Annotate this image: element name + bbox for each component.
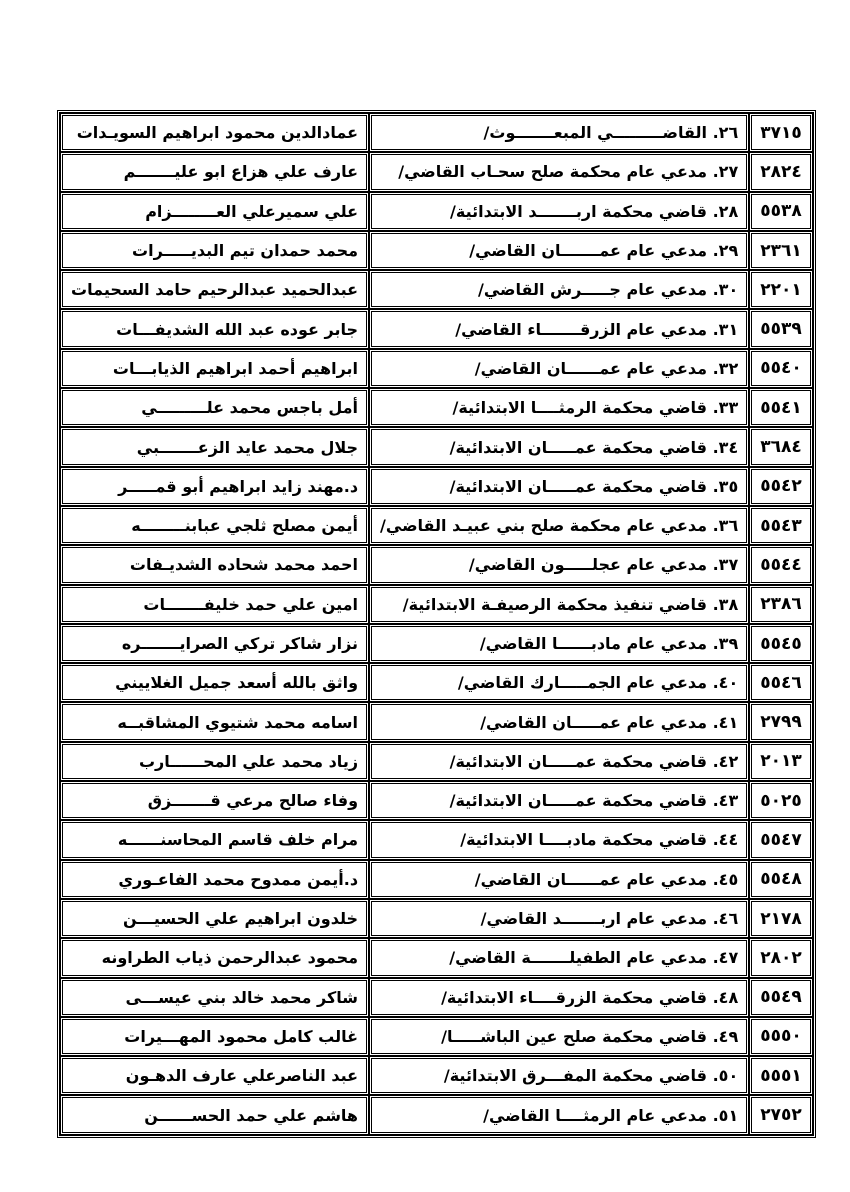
position-cell: ٥١. مدعي عام الرمثــــا القاضي/ xyxy=(369,1095,749,1134)
name-cell: عبدالحميد عبدالرحيم حامد السحيمات xyxy=(60,270,369,309)
position-cell: ٣٢. مدعي عام عمــــــان القاضي/ xyxy=(369,349,749,388)
name-cell: احمد محمد شحاده الشديـفات xyxy=(60,545,369,584)
table-row xyxy=(60,585,813,624)
name-cell: د.مهند زايد ابراهيم أبو قمـــــر xyxy=(60,467,369,506)
name-cell: مرام خلف قاسم المحاسنــــــه xyxy=(60,820,369,859)
record-number: ٢٨٠٢ xyxy=(749,938,813,977)
table-row xyxy=(60,1056,813,1095)
record-number: ٥٥٤٩ xyxy=(749,978,813,1017)
record-number: ٥٥٤٦ xyxy=(749,663,813,702)
table-row xyxy=(60,467,813,506)
position-cell: ٢٧. مدعي عام محكمة صلح سحـاب القاضي/ xyxy=(369,152,749,191)
record-number: ٥٥٤٥ xyxy=(749,624,813,663)
position-cell: ٤٢. قاضي محكمة عمـــــان الابتدائية/ xyxy=(369,742,749,781)
record-number: ٥٥٤٤ xyxy=(749,545,813,584)
table-row xyxy=(60,663,813,702)
record-number: ٥٠٢٥ xyxy=(749,781,813,820)
name-cell: زياد محمد علي المحــــــارب xyxy=(60,742,369,781)
record-number: ٢٨٢٤ xyxy=(749,152,813,191)
record-number: ٥٥٤٢ xyxy=(749,467,813,506)
position-cell: ٤٨. قاضي محكمة الزرقــــاء الابتدائية/ xyxy=(369,978,749,1017)
name-cell: غالب كامل محمود المهـــيرات xyxy=(60,1017,369,1056)
record-number: ٣٦٨٤ xyxy=(749,427,813,466)
name-cell: أيمن مصلح ثلجي عبابنــــــــه xyxy=(60,506,369,545)
position-cell: ٣٩. مدعي عام مادبــــــا القاضي/ xyxy=(369,624,749,663)
position-cell: ٣٦. مدعي عام محكمة صلح بني عبيـد القاضي/ xyxy=(369,506,749,545)
table-row xyxy=(60,388,813,427)
record-number: ٥٥٤٨ xyxy=(749,860,813,899)
name-cell: نزار شاكر تركي الصرايـــــــره xyxy=(60,624,369,663)
table-row xyxy=(60,820,813,859)
name-cell: عبد الناصرعلي عارف الدهـون xyxy=(60,1056,369,1095)
judges-table xyxy=(57,110,816,1138)
table-row xyxy=(60,742,813,781)
name-cell: علي سميرعلي العــــــــزام xyxy=(60,192,369,231)
name-cell: عارف علي هزاع ابو عليـــــــم xyxy=(60,152,369,191)
position-cell: ٤١. مدعي عام عمـــــان القاضي/ xyxy=(369,702,749,741)
position-cell: ٥٠. قاضي محكمة المفـــرق الابتدائية/ xyxy=(369,1056,749,1095)
name-cell: أمل باجس محمد علـــــــــي xyxy=(60,388,369,427)
position-cell: ٢٩. مدعي عام عمـــــــان القاضي/ xyxy=(369,231,749,270)
record-number: ٢٣٦١ xyxy=(749,231,813,270)
name-cell: واثق بالله أسعد جميل الغلاييني xyxy=(60,663,369,702)
position-cell: ٤٧. مدعي عام الطفيلـــــــة القاضي/ xyxy=(369,938,749,977)
record-number: ٥٥٤٠ xyxy=(749,349,813,388)
position-cell: ٣٨. قاضي تنفيذ محكمة الرصيفـة الابتدائية/ xyxy=(369,585,749,624)
table-row xyxy=(60,860,813,899)
table-row xyxy=(60,899,813,938)
name-cell: هاشم علي حمد الحســــــن xyxy=(60,1095,369,1134)
record-number: ٥٥٣٨ xyxy=(749,192,813,231)
name-cell: ابراهيم أحمد ابراهيم الذيابـــات xyxy=(60,349,369,388)
record-number: ٢٧٩٩ xyxy=(749,702,813,741)
record-number: ٢٠١٣ xyxy=(749,742,813,781)
position-cell: ٢٨. قاضي محكمة اربـــــــد الابتدائية/ xyxy=(369,192,749,231)
position-cell: ٤٤. قاضي محكمة مادبــــا الابتدائية/ xyxy=(369,820,749,859)
table-row xyxy=(60,978,813,1017)
record-number: ٢٧٥٢ xyxy=(749,1095,813,1134)
table-row xyxy=(60,192,813,231)
table-body xyxy=(60,113,813,1135)
table-row xyxy=(60,427,813,466)
table-row xyxy=(60,781,813,820)
table-row xyxy=(60,1095,813,1134)
position-cell: ٣٤. قاضي محكمة عمـــــان الابتدائية/ xyxy=(369,427,749,466)
record-number: ٢٢٠١ xyxy=(749,270,813,309)
position-cell: ٤٠. مدعي عام الجمـــــارك القاضي/ xyxy=(369,663,749,702)
name-cell: محمود عبدالرحمن ذياب الطراونه xyxy=(60,938,369,977)
table-row xyxy=(60,349,813,388)
record-number: ٥٥٤٧ xyxy=(749,820,813,859)
table-row xyxy=(60,938,813,977)
name-cell: شاكر محمد خالد بني عيســـى xyxy=(60,978,369,1017)
table-row xyxy=(60,309,813,348)
position-cell: ٤٦. مدعي عام اربـــــــد القاضي/ xyxy=(369,899,749,938)
table-row xyxy=(60,152,813,191)
table-row xyxy=(60,270,813,309)
name-cell: محمد حمدان تيم البديـــــرات xyxy=(60,231,369,270)
name-cell: امين علي حمد خليفـــــــات xyxy=(60,585,369,624)
record-number: ٥٥٥١ xyxy=(749,1056,813,1095)
name-cell: د.أيمن ممدوح محمد الفاعـوري xyxy=(60,860,369,899)
table-row xyxy=(60,231,813,270)
position-cell: ٣٠. مدعي عام جـــــرش القاضي/ xyxy=(369,270,749,309)
name-cell: جابر عوده عبد الله الشديفـــات xyxy=(60,309,369,348)
name-cell: جلال محمد عايد الزعـــــــبي xyxy=(60,427,369,466)
record-number: ٥٥٤٣ xyxy=(749,506,813,545)
record-number: ٥٥٤١ xyxy=(749,388,813,427)
position-cell: ٣٣. قاضي محكمة الرمثــــا الابتدائية/ xyxy=(369,388,749,427)
record-number: ٢١٧٨ xyxy=(749,899,813,938)
table-row xyxy=(60,1017,813,1056)
name-cell: وفاء صالح مرعي قـــــــزق xyxy=(60,781,369,820)
table-row xyxy=(60,545,813,584)
name-cell: خلدون ابراهيم علي الحسيـــن xyxy=(60,899,369,938)
record-number: ٢٣٨٦ xyxy=(749,585,813,624)
position-cell: ٤٩. قاضي محكمة صلح عين الباشـــــا/ xyxy=(369,1017,749,1056)
name-cell: اسامه محمد شتيوي المشاقبــه xyxy=(60,702,369,741)
name-cell: عمادالدين محمود ابراهيم السويـدات xyxy=(60,113,369,152)
record-number: ٥٥٣٩ xyxy=(749,309,813,348)
table-row xyxy=(60,702,813,741)
position-cell: ٣٧. مدعي عام عجلـــــون القاضي/ xyxy=(369,545,749,584)
position-cell: ٤٣. قاضي محكمة عمـــــان الابتدائية/ xyxy=(369,781,749,820)
table-row xyxy=(60,506,813,545)
position-cell: ٣١. مدعي عام الزرقـــــــاء القاضي/ xyxy=(369,309,749,348)
position-cell: ٤٥. مدعي عام عمــــــان القاضي/ xyxy=(369,860,749,899)
position-cell: ٣٥. قاضي محكمة عمـــــان الابتدائية/ xyxy=(369,467,749,506)
record-number: ٣٧١٥ xyxy=(749,113,813,152)
table-row xyxy=(60,624,813,663)
table-row xyxy=(60,113,813,152)
position-cell: ٢٦. القاضـــــــــي المبعـــــــوث/ xyxy=(369,113,749,152)
record-number: ٥٥٥٠ xyxy=(749,1017,813,1056)
